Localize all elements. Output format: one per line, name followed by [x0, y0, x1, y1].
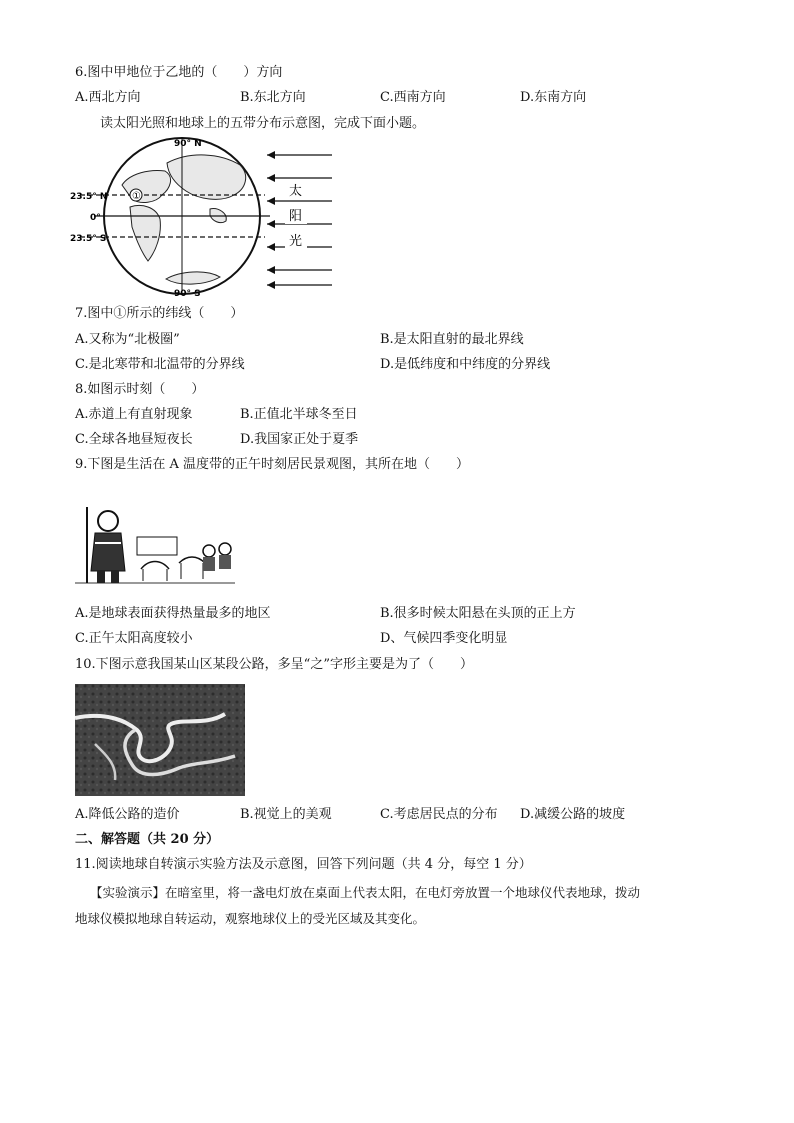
- arctic-residents-svg: [75, 497, 240, 587]
- q7-option-c: C.是北寒带和北温带的分界线: [75, 357, 245, 372]
- q6-option-c: C.西南方向: [380, 90, 446, 105]
- q11-paragraph-line-1: 【实验演示】在暗室里，将一盏电灯放在桌面上代表太阳，在电灯旁放置一个地球仪代表地球，拨动: [90, 885, 641, 900]
- q6-option-b: B.东北方向: [240, 90, 306, 105]
- lat-north-label: 23.5° N: [70, 192, 108, 202]
- lat-equator-label: 0°: [90, 213, 101, 223]
- q11-stem: 11.阅读地球自转演示实验方法及示意图，回答下列问题（共 4 分，每空 1 分）: [75, 857, 532, 872]
- zigzag-road-photo: [75, 684, 245, 796]
- q8-option-b: B.正值北半球冬至日: [240, 407, 358, 422]
- south-pole-label: 90° S: [174, 289, 201, 299]
- q6-option-a: A.西北方向: [75, 90, 141, 105]
- q9-option-d: D、气候四季变化明显: [380, 631, 508, 646]
- q7-stem: 7.图中①所示的纬线（ ）: [75, 306, 244, 321]
- q9-option-c: C.正午太阳高度较小: [75, 631, 193, 646]
- q8-option-a: A.赤道上有直射现象: [75, 407, 193, 422]
- q10-option-b: B.视觉上的美观: [240, 807, 332, 822]
- lat-south-label: 23.5° S: [70, 234, 107, 244]
- q9-option-a: A.是地球表面获得热量最多的地区: [75, 606, 271, 621]
- sun-ray-arrowheads: [267, 151, 275, 289]
- sun-char-3: 光: [289, 234, 303, 249]
- north-pole-label: 90° N: [174, 139, 202, 149]
- sun-char-1: 太: [289, 184, 303, 199]
- q7-option-a: A.又称为“北极圈”: [75, 332, 180, 347]
- q8-stem: 8.如图示时刻（ ）: [75, 382, 205, 397]
- q6-stem: 6.图中甲地位于乙地的（ ）方向: [75, 65, 283, 80]
- section-2-heading: 二、解答题（共 20 分）: [75, 832, 220, 847]
- q9-stem: 9.下图是生活在 A 温度带的正午时刻居民景观图，其所在地（ ）: [75, 457, 470, 472]
- q7-option-d: D.是低纬度和中纬度的分界线: [380, 357, 551, 372]
- sun-char-2: 阳: [289, 209, 303, 224]
- q8-option-d: D.我国家正处于夏季: [240, 432, 359, 447]
- arctic-residents-figure: [75, 497, 240, 587]
- q10-option-d: D.减缓公路的坡度: [520, 807, 626, 822]
- sunlight-zones-figure: [70, 133, 340, 299]
- q10-option-c: C.考虑居民点的分布: [380, 807, 498, 822]
- sunlight-zones-svg: [70, 133, 340, 299]
- q10-stem: 10.下图示意我国某山区某段公路，多呈“之”字形主要是为了（ ）: [75, 657, 473, 672]
- intro-7-8: 读太阳光照和地球上的五带分布示意图，完成下面小题。: [100, 116, 426, 131]
- q9-option-b: B.很多时候太阳悬在头顶的正上方: [380, 606, 576, 621]
- q7-option-b: B.是太阳直射的最北界线: [380, 332, 524, 347]
- q8-option-c: C.全球各地昼短夜长: [75, 432, 193, 447]
- q10-option-a: A.降低公路的造价: [75, 807, 180, 822]
- zigzag-road-svg: [75, 684, 245, 796]
- marker-label: ①: [132, 191, 141, 202]
- q6-option-d: D.东南方向: [520, 90, 587, 105]
- q11-paragraph-line-2: 地球仪模拟地球自转运动，观察地球仪上的受光区域及其变化。: [75, 911, 426, 926]
